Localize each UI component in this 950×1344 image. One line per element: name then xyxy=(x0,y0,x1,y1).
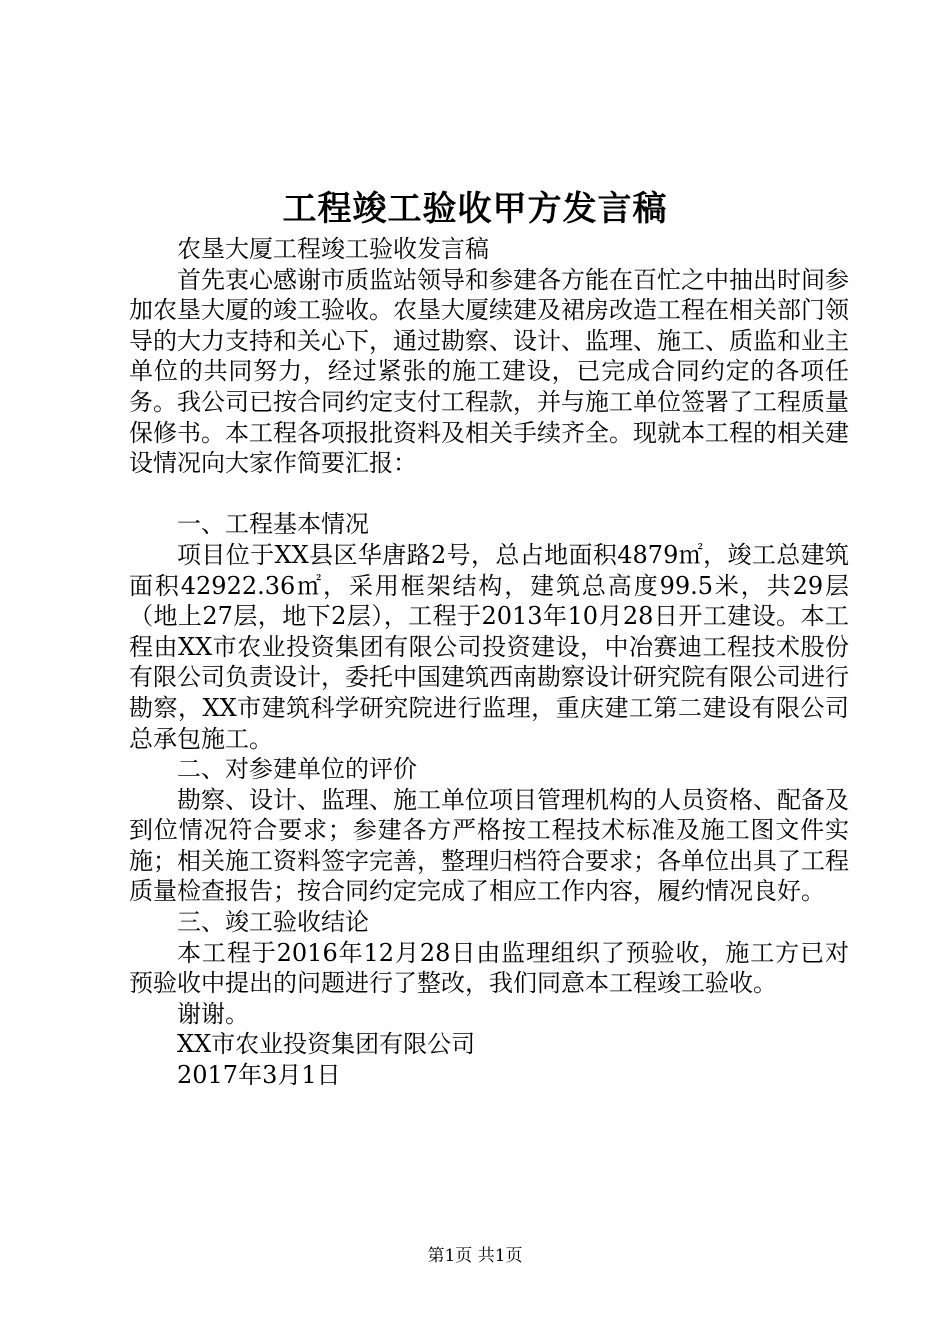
signature-company: XX市农业投资集团有限公司 xyxy=(177,1030,476,1059)
thanks-line: 谢谢。 xyxy=(177,999,249,1028)
document-body xyxy=(129,234,849,1091)
basic-info-paragraph: 项目位于XX县区华唐路2号，总占地面积4879㎡，竣工总建筑面积42922.36㎡，采用框架结构，建筑总高度99.5米，共29层（地上27层，地下2层），工程于2013年10月28日开工建设。本工程由XX市农业投资集团有限公司投资建设，中冶赛迪工程技术股份有限公司负责设计，委托中国建筑西南勘察设计研究院有限公司进行勘察，XX市建筑科学研究院进行监理，重庆建工第二建设有限公司总承包施工。 xyxy=(129,540,849,753)
section-heading-conclusion: 三、竣工验收结论 xyxy=(177,908,369,937)
blank-line xyxy=(129,479,849,510)
page-footer: 第1页 共1页 xyxy=(427,1246,523,1266)
section-heading-basic-info: 一、工程基本情况 xyxy=(177,510,369,539)
document-title: 工程竣工验收甲方发言稿 xyxy=(282,189,668,229)
evaluation-paragraph: 勘察、设计、监理、施工单位项目管理机构的人员资格、配备及到位情况符合要求；参建各方严格按工程技术标准及施工图文件实施；相关施工资料签字完善，整理归档符合要求；各单位出具了工程质量检查报告；按合同约定完成了相应工作内容，履约情况良好。 xyxy=(129,785,849,906)
opening-paragraph: 首先衷心感谢市质监站领导和参建各方能在百忙之中抽出时间参加农垦大厦的竣工验收。农垦大厦续建及裙房改造工程在相关部门领导的大力支持和关心下，通过勘察、设计、监理、施工、质监和业主单位的共同努力，经过紧张的施工建设，已完成合同约定的各项任务。我公司已按合同约定支付工程款，并与施工单位签署了工程质量保修书。本工程各项报批资料及相关手续齐全。现就本工程的相关建设情况向大家作简要汇报： xyxy=(129,265,849,478)
speech-subtitle: 农垦大厦工程竣工验收发言稿 xyxy=(177,235,489,263)
signature-date: 2017年3月1日 xyxy=(177,1061,341,1090)
conclusion-paragraph: 本工程于2016年12月28日由监理组织了预验收，施工方已对预验收中提出的问题进行了整改，我们同意本工程竣工验收。 xyxy=(129,938,849,998)
section-heading-evaluation: 二、对参建单位的评价 xyxy=(177,755,417,784)
